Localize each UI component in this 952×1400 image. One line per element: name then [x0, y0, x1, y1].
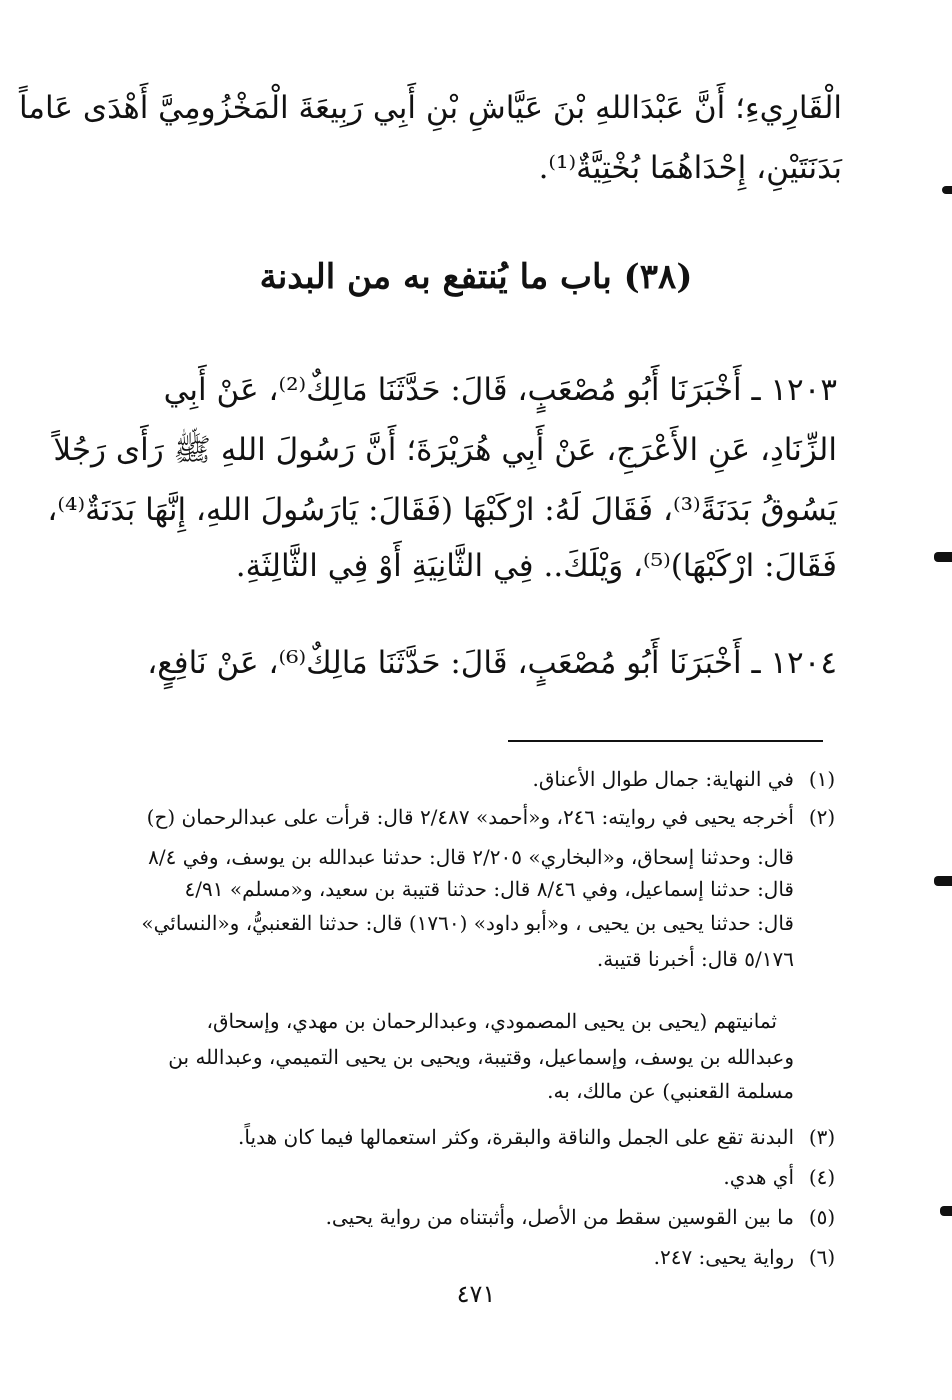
scan-edge-mark: [934, 876, 952, 886]
hadith-1203-line-2: الزِّنَادِ، عَنِ الأَعْرَجِ، عَنْ أَبِي هُرَيْرَةَ؛ أَنَّ رَسُولَ اللهِ ﷺ رَأَى رَجُلاً: [53, 432, 837, 468]
footnote-2-continuation: قال: وحدثنا إسحاق، و«البخاري» ٢/٢٠٥ قال: حدثنا عبدالله بن يوسف، وفي ٨/٤: [148, 845, 794, 869]
scan-edge-mark: [934, 552, 952, 562]
footnote-separator: [508, 740, 823, 742]
footnote-text: أي هدي.: [723, 1165, 794, 1189]
footnote-4: [142, 1160, 842, 1194]
hadith-1203-line-4: فَقَالَ: ارْكَبْهَا)⁽⁵⁾، وَيْلَكَ.. فِي الثَّانِيَةِ أَوْ فِي الثَّالِثَةِ.: [235, 548, 837, 584]
footnote-number: (٣): [808, 1125, 836, 1149]
footnote-2-continuation: مسلمة القعنبي) عن مالك، به.: [547, 1079, 794, 1103]
footnote-number: (٤): [808, 1165, 836, 1189]
footnote-2-continuation: وعبدالله بن يوسف، وإسماعيل، وقتيبة، ويحيى بن يحيى التميمي، وعبدالله بن: [168, 1045, 794, 1069]
footnote-2-continuation: ثمانيتهم (يحيى بن يحيى المصمودي، وعبدالرحمان بن مهدي، وإسحاق،: [206, 1009, 777, 1033]
footnote-6: [142, 1240, 842, 1274]
top-text-line-1: الْقَارِيءِ؛ أَنَّ عَبْدَاللهِ بْنَ عَيَّاشِ بْنِ أَبِي رَبِيعَةَ الْمَخْزُومِيَّ أَهْدَى عَاماً: [18, 90, 842, 126]
footnote-number: (٦): [808, 1245, 836, 1269]
footnote-text: في النهاية: جمال طوال الأعناق.: [532, 767, 794, 791]
footnote-3: [142, 1120, 842, 1154]
footnote-number: (٢): [808, 805, 836, 829]
hadith-1204-line-1: ١٢٠٤ ـ أَخْبَرَنَا أَبُو مُصْعَبٍ، قَالَ: حَدَّثَنَا مَالِكٌ⁽⁶⁾، عَنْ نَافِعٍ،: [147, 645, 837, 681]
footnote-2-continuation: قال: حدثنا إسماعيل، وفي ٨/٤٦ قال: حدثنا قتيبة بن سعيد، و«مسلم» ٤/٩١: [184, 877, 794, 901]
hadith-1203-line-1: ١٢٠٣ ـ أَخْبَرَنَا أَبُو مُصْعَبٍ، قَالَ: حَدَّثَنَا مَالِكٌ⁽²⁾، عَنْ أَبِي: [163, 372, 837, 408]
footnote-text: ما بين القوسين سقط من الأصل، وأثبتناه من رواية يحيى.: [325, 1205, 794, 1229]
footnote-number: (١): [808, 767, 836, 791]
footnote-text: رواية يحيى: ٢٤٧.: [653, 1245, 794, 1269]
footnote-2-continuation: قال: حدثنا يحيى بن يحيى ، و«أبو داود» (١٧٦٠) قال: حدثنا القعنبيُّ، و«النسائي»: [141, 911, 794, 935]
scan-edge-mark: [940, 1206, 952, 1216]
scan-edge-mark: [942, 186, 952, 194]
footnote-1: [142, 762, 842, 796]
footnote-5: [142, 1200, 842, 1234]
top-text-line-2: بَدَنَتَيْنِ، إِحْدَاهُمَا بُخْتِيَّةٌ⁽¹⁾.: [538, 150, 842, 186]
footnote-2: [142, 800, 842, 834]
footnote-2-continuation: ٥/١٧٦ قال: أخبرنا قتيبة.: [596, 947, 794, 971]
footnote-text: أخرجه يحيى في روايته: ٢٤٦، و«أحمد» ٢/٤٨٧ قال: قرأت على عبدالرحمان (ح): [146, 805, 794, 829]
hadith-1203-line-3: يَسُوقُ بَدَنَةً⁽³⁾، فَقَالَ لَهُ: ارْكَبْهَا (فَقَالَ: يَارَسُولَ اللهِ، إِنَّهَا بَدَنَةٌ⁽⁴⁾،: [47, 492, 837, 528]
footnote-text: البدنة تقع على الجمل والناقة والبقرة، وكثر استعمالها فيما كان هدياً.: [238, 1125, 794, 1149]
footnote-number: (٥): [808, 1205, 836, 1229]
page-number: ٤٧١: [456, 1280, 496, 1308]
chapter-title: (٣٨) باب ما يُنتفع به من البدنة: [259, 257, 693, 297]
